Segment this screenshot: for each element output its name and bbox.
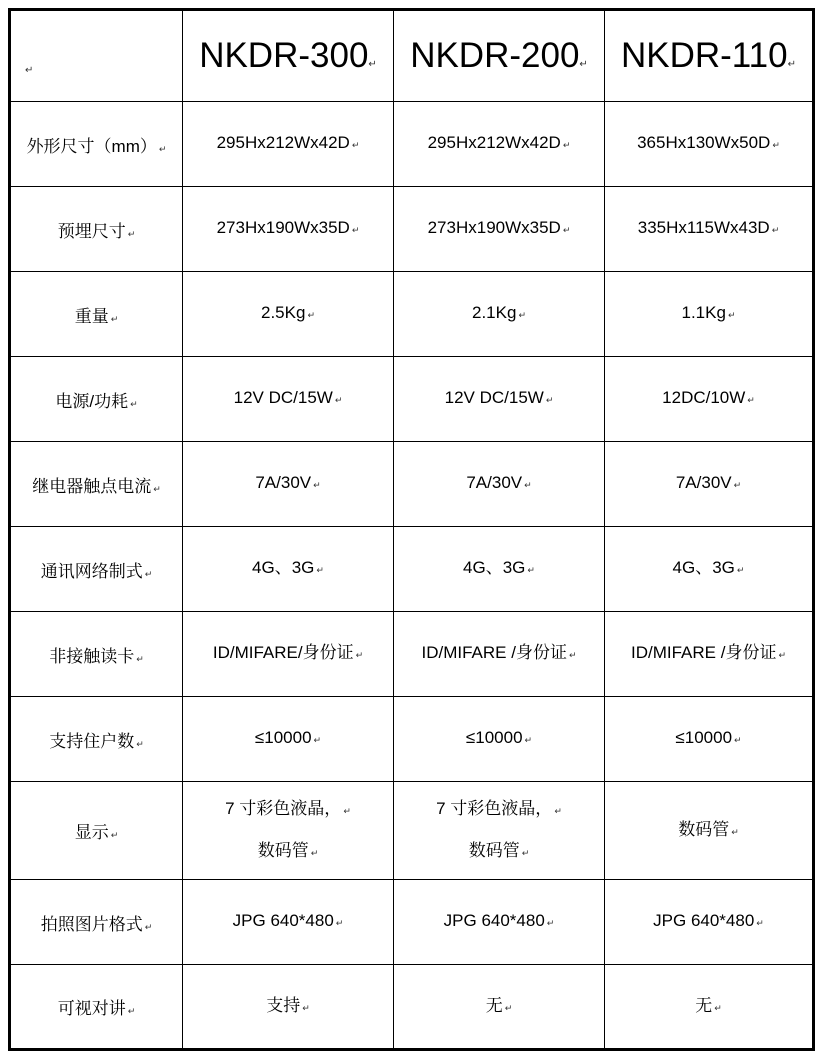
spec-value-cell <box>605 102 814 187</box>
spec-value: ≤10000 <box>675 728 733 747</box>
paragraph-mark: ↵ <box>136 653 144 664</box>
paragraph-mark: ↵ <box>334 395 343 405</box>
spec-value: 7A/30V <box>675 473 732 492</box>
spec-value-cell <box>605 782 814 880</box>
paragraph-mark: ↵ <box>756 918 764 928</box>
spec-value-cell <box>605 272 814 357</box>
paragraph-mark: ↵ <box>787 59 797 70</box>
spec-value-cell <box>394 187 605 272</box>
spec-value-cell <box>605 697 814 782</box>
spec-value-cell <box>394 102 605 187</box>
paragraph-mark: ↵ <box>568 650 577 660</box>
spec-value-line <box>394 986 604 1028</box>
spec-value: 无 <box>695 995 713 1015</box>
spec-value-line <box>183 986 393 1028</box>
spec-value-line <box>394 293 604 335</box>
spec-value-line <box>605 208 812 250</box>
spec-value-cell <box>605 965 814 1050</box>
paragraph-mark: ↵ <box>130 398 138 409</box>
spec-value-cell <box>394 880 605 965</box>
paragraph-mark: ↵ <box>524 480 532 490</box>
spec-value-line <box>394 123 604 165</box>
spec-label-cell <box>10 965 183 1050</box>
spec-value-line <box>394 831 604 873</box>
corner-cell <box>10 10 183 102</box>
spec-label: 显示 <box>74 823 109 842</box>
paragraph-mark: ↵ <box>110 830 119 840</box>
spec-row <box>10 102 814 187</box>
spec-label: 拍照图片格式 <box>40 914 143 934</box>
spec-value: 273Hx190Wx35D <box>216 218 350 237</box>
spec-label: 外形尺寸（mm） <box>26 136 157 156</box>
spec-value: 295Hx212Wx42D <box>427 133 561 152</box>
paragraph-mark: ↵ <box>518 310 526 320</box>
spec-value-cell <box>605 442 814 527</box>
paragraph-mark: ↵ <box>778 650 786 660</box>
spec-value: 支持 <box>266 995 301 1015</box>
header-row <box>10 10 814 102</box>
spec-value-line <box>605 378 812 420</box>
spec-value-line <box>394 633 604 675</box>
spec-value: 7A/30V <box>255 473 312 492</box>
paragraph-mark: ↵ <box>316 565 324 575</box>
paragraph-mark: ↵ <box>554 805 562 816</box>
spec-value: 1.1Kg <box>681 303 726 322</box>
spec-value: ID/MIFARE /身份证 <box>630 643 777 662</box>
paragraph-mark: ↵ <box>335 918 344 928</box>
spec-label-cell <box>10 880 183 965</box>
paragraph-mark: ↵ <box>734 735 742 745</box>
paragraph-mark: ↵ <box>733 480 742 490</box>
paragraph-mark: ↵ <box>772 140 780 150</box>
spec-value-cell <box>183 357 394 442</box>
spec-row <box>10 612 814 697</box>
spec-label: 非接触读卡 <box>49 646 135 666</box>
spec-value: 365Hx130Wx50D <box>637 133 771 152</box>
paragraph-mark: ↵ <box>310 847 319 858</box>
spec-value-line <box>183 208 393 250</box>
paragraph-mark: ↵ <box>579 59 588 70</box>
spec-value: 273Hx190Wx35D <box>427 218 561 237</box>
paragraph-mark: ↵ <box>136 738 144 749</box>
paragraph-mark: ↵ <box>302 1002 310 1013</box>
paragraph-mark: ↵ <box>368 59 377 70</box>
paragraph-mark: ↵ <box>144 568 153 579</box>
spec-value-line <box>394 789 604 831</box>
spec-row <box>10 965 814 1050</box>
spec-value: 无 <box>485 995 503 1015</box>
spec-value-cell <box>183 442 394 527</box>
model-name: NKDR-300 <box>199 36 369 75</box>
spec-value-cell <box>394 965 605 1050</box>
spec-value-line <box>183 831 393 873</box>
spec-value: JPG 640*480 <box>443 911 545 930</box>
model-name: NKDR-110 <box>620 36 788 75</box>
paragraph-mark: ↵ <box>714 1002 722 1013</box>
spec-value: ≤10000 <box>254 728 312 747</box>
paragraph-mark: ↵ <box>351 225 360 235</box>
spec-row <box>10 442 814 527</box>
spec-row <box>10 272 814 357</box>
spec-value-line <box>183 378 393 420</box>
model-name: NKDR-200 <box>410 36 580 75</box>
spec-row <box>10 880 814 965</box>
paragraph-mark: ↵ <box>144 921 153 932</box>
spec-value-cell <box>394 272 605 357</box>
spec-value-cell <box>183 965 394 1050</box>
spec-label-cell <box>10 782 183 880</box>
paragraph-mark: ↵ <box>524 735 533 745</box>
spec-value-line <box>394 378 604 420</box>
model-header-nkdr-110 <box>605 10 814 102</box>
spec-value: JPG 640*480 <box>232 911 334 930</box>
spec-label-cell <box>10 187 183 272</box>
spec-value: 7 寸彩色液晶， <box>225 798 342 818</box>
spec-value: 295Hx212Wx42D <box>216 133 350 152</box>
paragraph-mark: ↵ <box>127 228 136 239</box>
spec-value-cell <box>183 272 394 357</box>
spec-value: 7A/30V <box>466 473 523 492</box>
paragraph-mark: ↵ <box>731 826 739 837</box>
spec-label-cell <box>10 442 183 527</box>
spec-value-cell <box>394 442 605 527</box>
spec-value-line <box>394 548 604 590</box>
paragraph-mark: ↵ <box>747 395 755 405</box>
spec-label: 电源/功耗 <box>55 391 129 411</box>
spec-label: 预埋尺寸 <box>57 221 126 241</box>
spec-value-cell <box>394 357 605 442</box>
paragraph-mark: ↵ <box>545 395 554 405</box>
spec-value-line <box>605 463 812 505</box>
spec-value-line <box>394 718 604 760</box>
paragraph-mark: ↵ <box>527 565 535 575</box>
paragraph-mark: ↵ <box>127 1006 136 1016</box>
spec-value-line <box>605 548 812 590</box>
spec-label: 可视对讲 <box>57 999 126 1018</box>
spec-label: 重量 <box>74 306 109 326</box>
paragraph-mark: ↵ <box>771 225 780 235</box>
spec-label: 继电器触点电流 <box>32 476 152 496</box>
spec-value-cell <box>183 527 394 612</box>
spec-label: 通讯网络制式 <box>40 561 143 581</box>
paragraph-mark: ↵ <box>521 847 530 858</box>
spec-value-cell <box>183 697 394 782</box>
spec-value-cell <box>605 357 814 442</box>
spec-value: ID/MIFARE/身份证 <box>212 643 354 662</box>
spec-value: 335Hx115Wx43D <box>637 218 770 237</box>
spec-value-cell <box>394 782 605 880</box>
spec-value: 4G、3G <box>463 558 526 577</box>
paragraph-mark: ↵ <box>562 140 571 150</box>
paragraph-mark: ↵ <box>343 805 351 816</box>
spec-value: 2.5Kg <box>261 303 306 322</box>
spec-label-cell <box>10 357 183 442</box>
spec-value-line <box>183 718 393 760</box>
paragraph-mark: ↵ <box>313 735 322 745</box>
spec-value-cell <box>605 880 814 965</box>
spec-value-line <box>183 293 393 335</box>
spec-value-line <box>605 901 812 943</box>
model-header-nkdr-300 <box>183 10 394 102</box>
spec-value-cell <box>183 880 394 965</box>
spec-label-cell <box>10 612 183 697</box>
paragraph-mark: ↵ <box>562 225 571 235</box>
spec-value: 4G、3G <box>672 558 735 577</box>
spec-value-line <box>183 633 393 675</box>
spec-value-line <box>183 789 393 831</box>
spec-row <box>10 782 814 880</box>
spec-label-cell <box>10 102 183 187</box>
spec-value-line <box>605 293 812 335</box>
paragraph-mark: ↵ <box>504 1002 513 1013</box>
model-header-nkdr-200 <box>394 10 605 102</box>
paragraph-mark: ↵ <box>355 650 364 660</box>
spec-value-line <box>394 208 604 250</box>
spec-value-cell <box>183 612 394 697</box>
paragraph-mark: ↵ <box>307 310 315 320</box>
spec-value-line <box>394 901 604 943</box>
spec-value-line <box>605 718 812 760</box>
spec-value-cell <box>183 102 394 187</box>
spec-label-cell <box>10 697 183 782</box>
spec-value-cell <box>394 697 605 782</box>
paragraph-mark: ↵ <box>153 483 161 494</box>
spec-value: 4G、3G <box>252 558 315 577</box>
spec-value: 2.1Kg <box>472 303 517 322</box>
spec-value-line <box>605 123 812 165</box>
spec-row <box>10 527 814 612</box>
spec-value-cell <box>605 187 814 272</box>
paragraph-mark: ↵ <box>110 313 119 324</box>
spec-value-line <box>605 986 812 1028</box>
spec-label-cell <box>10 527 183 612</box>
spec-value-cell <box>605 612 814 697</box>
spec-value: 12DC/10W <box>662 388 746 407</box>
spec-value: ID/MIFARE /身份证 <box>421 643 567 662</box>
spec-row <box>10 357 814 442</box>
spec-row <box>10 187 814 272</box>
paragraph-mark: ↵ <box>546 918 555 928</box>
paragraph-mark: ↵ <box>727 310 736 320</box>
spec-value: 7 寸彩色液晶， <box>436 798 553 818</box>
spec-value: 12V DC/15W <box>444 388 544 407</box>
spec-value-line <box>183 901 393 943</box>
paragraph-mark: ↵ <box>351 140 360 150</box>
spec-label-cell <box>10 272 183 357</box>
spec-value-line <box>183 548 393 590</box>
spec-value-line <box>605 633 812 675</box>
spec-value-cell <box>394 527 605 612</box>
spec-value: ≤10000 <box>465 728 523 747</box>
paragraph-mark: ↵ <box>736 565 745 575</box>
spec-value: 数码管 <box>678 819 730 839</box>
spec-value: 数码管 <box>468 840 520 860</box>
spec-value-cell <box>394 612 605 697</box>
spec-value-cell <box>605 527 814 612</box>
spec-value-line <box>605 810 812 852</box>
spec-table <box>8 8 815 1051</box>
paragraph-mark: ↵ <box>313 480 321 490</box>
spec-value: JPG 640*480 <box>653 911 755 930</box>
paragraph-mark: ↵ <box>158 143 167 154</box>
spec-value-line <box>183 463 393 505</box>
spec-value-line <box>394 463 604 505</box>
spec-value: 12V DC/15W <box>233 388 333 407</box>
spec-label: 支持住户数 <box>49 731 135 751</box>
spec-value-line <box>183 123 393 165</box>
spec-value-cell <box>183 187 394 272</box>
spec-row <box>10 697 814 782</box>
spec-table-body <box>10 10 814 1050</box>
spec-value-cell <box>183 782 394 880</box>
spec-value: 数码管 <box>257 840 309 860</box>
paragraph-mark: ↵ <box>25 65 34 76</box>
